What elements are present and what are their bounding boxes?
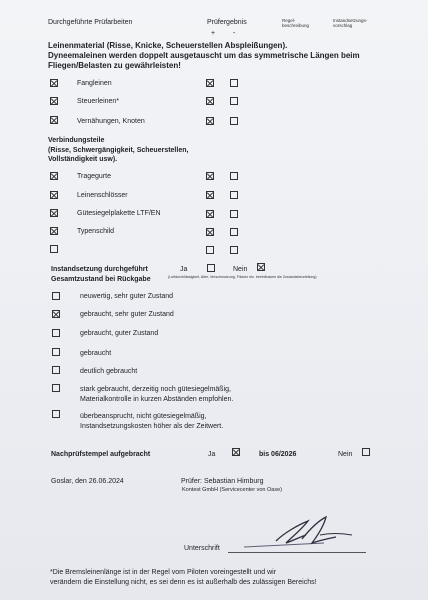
result-minus-checkbox[interactable] (230, 228, 238, 236)
result-plus-checkbox[interactable] (206, 97, 214, 105)
minus-sign: - (233, 30, 236, 37)
examiner: Prüfer: Sebastian Himburg (181, 478, 264, 485)
item-label: Typenschild (77, 228, 114, 235)
stamp-nein-label: Nein (338, 451, 353, 458)
checkbox-tragegurte[interactable] (50, 172, 58, 180)
checkbox-fangleinen[interactable] (50, 79, 58, 87)
overall-note: (Luftdurchlässigkeit, Alter, Verschmutzung, Flicken etc. beeinflussen die Zustandsbeurteilung) (168, 275, 317, 279)
condition-checkbox[interactable] (52, 410, 60, 418)
item-label: Vernähungen, Knoten (77, 118, 145, 125)
overall-title: Gesamtzustand bei Rückgabe (51, 276, 151, 283)
result-plus-checkbox[interactable] (206, 117, 214, 125)
col-header-repair: Instandsetzungs- vorschlag (333, 18, 368, 28)
footnote: *Die Bremsleinenlänge ist in der Regel vom Piloten voreingestellt und wir verändern die Einstellung nicht, es sei denn es ist außerhalb des zulässigen Bereichs! (50, 569, 317, 586)
repair-nein-checkbox[interactable] (257, 263, 265, 271)
result-minus-checkbox[interactable] (230, 97, 238, 105)
company: Kontest GmbH (Servicecenter von Oase) (182, 487, 282, 493)
stamp-ja-checkbox[interactable] (232, 448, 240, 456)
condition-checkbox[interactable] (52, 329, 60, 337)
signature-label: Unterschrift (184, 545, 220, 552)
plus-sign: + (211, 30, 216, 37)
item-label: Gütesiegelplakette LTF/EN (77, 210, 161, 217)
col-header-result: Prüfergebnis (207, 19, 247, 26)
checkbox-vernaehungen[interactable] (50, 116, 58, 124)
item-label: Leinenschlösser (77, 192, 128, 199)
result-plus-checkbox[interactable] (206, 228, 214, 236)
condition-label: überbeansprucht, nicht gütesiegelmäßig, Instandsetzungskosten höher als der Zeitwert. (80, 413, 224, 430)
repair-label: Instandsetzung durchgeführt (51, 266, 148, 273)
condition-checkbox[interactable] (52, 292, 60, 300)
item-label: Fangleinen (77, 80, 112, 87)
result-plus-checkbox[interactable] (206, 191, 214, 199)
result-plus-checkbox[interactable] (206, 210, 214, 218)
result-minus-checkbox[interactable] (230, 79, 238, 87)
condition-label: gebraucht (80, 350, 112, 357)
result-minus-checkbox[interactable] (230, 191, 238, 199)
checkbox-steuerleinen[interactable] (50, 97, 58, 105)
result-minus-checkbox[interactable] (230, 172, 238, 180)
item-label: Tragegurte (77, 173, 111, 180)
stamp-label: Nachprüfstempel aufgebracht (51, 451, 151, 458)
condition-label: neuwertig, sehr guter Zustand (80, 293, 173, 300)
place-date: Goslar, den 26.06.2024 (51, 478, 124, 485)
condition-label: stark gebraucht, derzeitig noch gütesiegelmäßig, Materialkontrolle in kurzen Abständen empfohlen. (80, 386, 234, 403)
repair-ja-label: Ja (180, 266, 188, 273)
condition-label: gebraucht, guter Zustand (80, 330, 159, 337)
stamp-nein-checkbox[interactable] (362, 448, 370, 456)
lines-section-title: Leinenmaterial (Risse, Knicke, Scheuerstellen Abspleißungen). Dyneemaleinen werden doppelt ausgetauscht um das symmetrische Längen beim Fliegen/Belasten zu gewährleisten! (48, 41, 360, 70)
result-minus-checkbox[interactable] (230, 246, 238, 254)
condition-label: gebraucht, sehr guter Zustand (80, 311, 174, 318)
condition-checkbox[interactable] (52, 384, 60, 392)
signature-handwriting (240, 515, 370, 555)
result-minus-checkbox[interactable] (230, 210, 238, 218)
condition-label: deutlich gebraucht (80, 368, 138, 375)
signature-line (228, 552, 366, 553)
stamp-ja-label: Ja (208, 451, 216, 458)
result-plus-checkbox[interactable] (206, 172, 214, 180)
repair-ja-checkbox[interactable] (207, 264, 215, 272)
checkbox-empty[interactable] (50, 245, 58, 253)
col-header-work: Durchgeführte Prüfarbeiten (48, 19, 133, 26)
checkbox-typenschild[interactable] (50, 227, 58, 235)
result-plus-checkbox[interactable] (206, 246, 214, 254)
result-minus-checkbox[interactable] (230, 117, 238, 125)
connect-section-title: Verbindungsteile (Risse, Schwergängigkeit, Scheuerstellen, Vollständigkeit usw). (48, 137, 189, 163)
repair-nein-label: Nein (233, 266, 248, 273)
condition-checkbox[interactable] (52, 366, 60, 374)
col-header-rule: Regel- beschreibung (282, 18, 310, 28)
condition-checkbox[interactable] (52, 310, 60, 318)
checkbox-guetesiegelplakette[interactable] (50, 209, 58, 217)
condition-checkbox[interactable] (52, 348, 60, 356)
stamp-until: bis 06/2026 (259, 451, 297, 458)
item-label: Steuerleinen* (77, 98, 120, 105)
checkbox-leinenschloesser[interactable] (50, 191, 58, 199)
result-plus-checkbox[interactable] (206, 79, 214, 87)
